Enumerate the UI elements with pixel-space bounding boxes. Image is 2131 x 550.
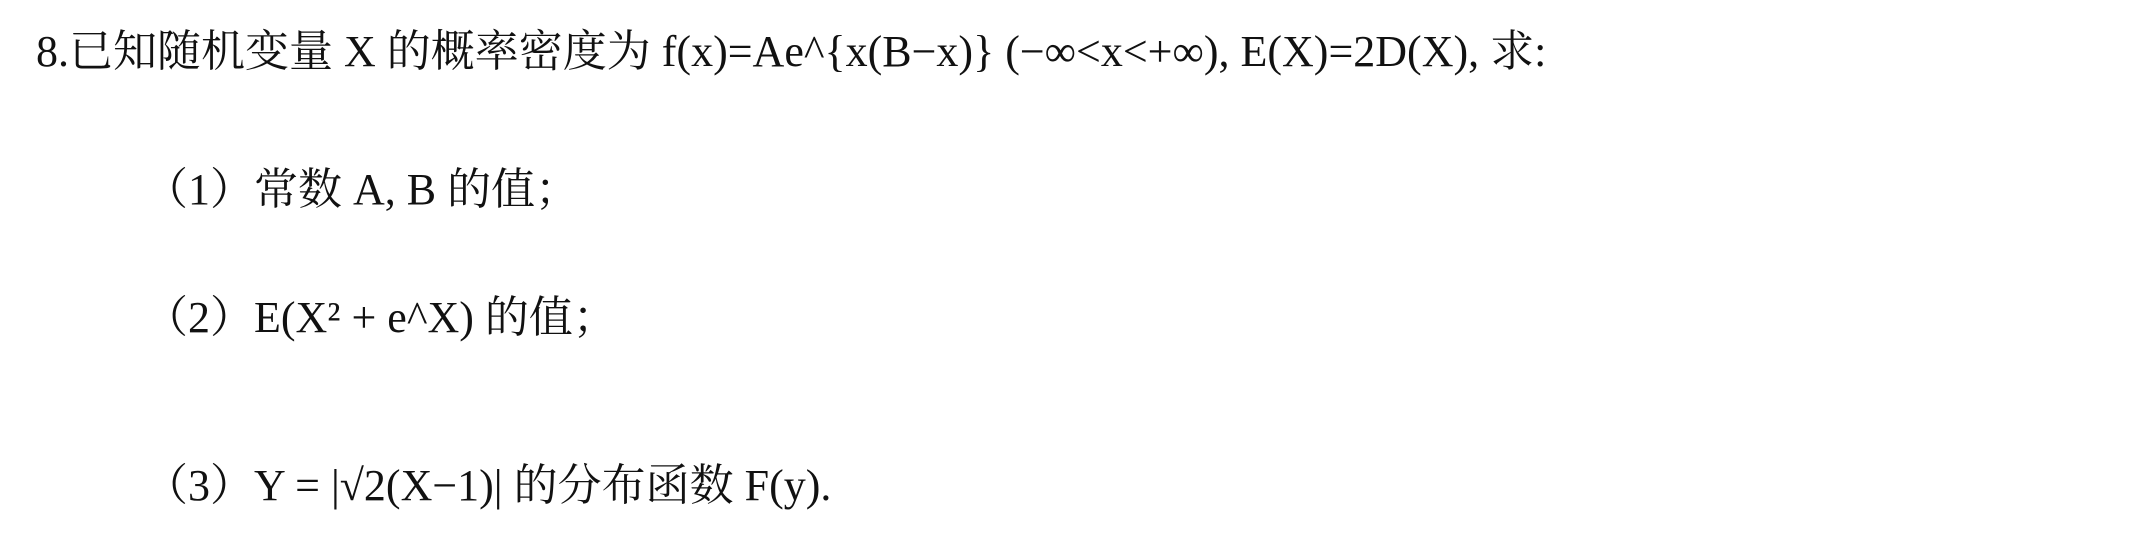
question-2: （2）E(X² + e^X) 的值； <box>144 293 617 342</box>
problem-stem: 8.已知随机变量 X 的概率密度为 f(x)=Ae^{x(B−x)} (−∞<x<+∞), E(X)=2D(X), 求: <box>36 27 1547 76</box>
question-3: （3）Y = |√2(X−1)| 的分布函数 F(y). <box>144 461 832 510</box>
question-1: （1）常数 A, B 的值； <box>144 165 580 214</box>
